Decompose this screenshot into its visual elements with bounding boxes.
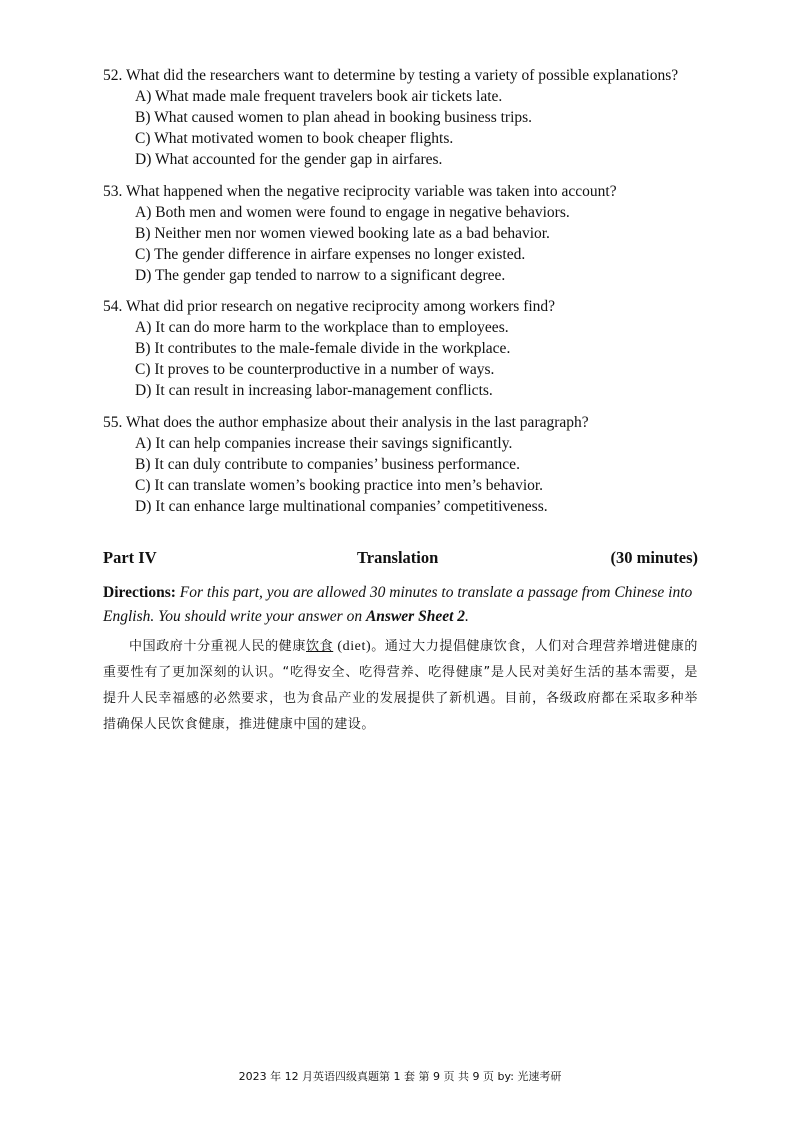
option-d: D) It can enhance large multinational companies’ competitiveness.	[135, 498, 548, 515]
question-53	[103, 181, 723, 286]
option-c: C) What motivated women to book cheaper flights.	[135, 130, 454, 147]
question-stem: 53. What happened when the negative reciprocity variable was taken into account?	[103, 183, 617, 200]
question-stem: 54. What did prior research on negative reciprocity among workers find?	[103, 298, 556, 315]
option-b: B) What caused women to plan ahead in booking business trips.	[135, 109, 533, 126]
part-title: Translation	[357, 548, 439, 567]
part-header	[103, 548, 698, 572]
option-b: B) It contributes to the male-female divide in the workplace.	[135, 340, 511, 357]
glossed-word: 饮食	[305, 639, 334, 654]
option-c: C) The gender difference in airfare expenses no longer existed.	[135, 246, 526, 263]
option-c: C) It can translate women’s booking practice into men’s behavior.	[135, 477, 544, 494]
question-stem: 52. What did the researchers want to determine by testing a variety of possible explanations?	[103, 67, 679, 84]
option-list	[103, 433, 723, 517]
part-time-limit: (30 minutes)	[610, 548, 698, 567]
option-d: D) It can result in increasing labor-management conflicts.	[135, 382, 493, 399]
question-54	[103, 296, 723, 401]
option-a: A) It can do more harm to the workplace than to employees.	[135, 319, 509, 336]
directions-end: .	[465, 608, 469, 625]
option-d: D) What accounted for the gender gap in airfares.	[135, 151, 443, 168]
option-b: B) It can duly contribute to companies’ business performance.	[135, 456, 520, 473]
option-a: A) Both men and women were found to engage in negative behaviors.	[135, 204, 570, 221]
question-52	[103, 65, 723, 170]
option-a: A) What made male frequent travelers book air tickets late.	[135, 88, 503, 105]
option-c: C) It proves to be counterproductive in a number of ways.	[135, 361, 495, 378]
passage-text-rest: 。通过大力提倡健康饮食，人们对合理营养增进健康的重要性有了更加深刻的认识。“吃得安全、吃得营养、吃得健康”是人民对美好生活的基本需要，是提升人民幸福感的必然要求，也为食品产业的发展提供了新机遇。目前，各级政府都在采取多种举措确保人民饮食健康，推进健康中国的建设。	[103, 639, 698, 732]
part-label: Part IV	[103, 548, 157, 567]
option-list	[103, 317, 723, 401]
option-a: A) It can help companies increase their savings significantly.	[135, 435, 513, 452]
page-footer: 2023 年 12 月英语四级真题第 1 套 第 9 页 共 9 页 by: 光速考研	[238, 1070, 562, 1083]
option-list	[103, 86, 723, 170]
translation-passage	[103, 634, 698, 738]
option-b: B) Neither men nor women viewed booking late as a bad behavior.	[135, 225, 550, 242]
answer-sheet-name: Answer Sheet 2	[365, 608, 466, 625]
directions	[103, 581, 698, 629]
passage-text-start: 中国政府十分重视人民的健康	[129, 639, 306, 654]
option-list	[103, 202, 723, 286]
directions-text: For this part, you are allowed 30 minutes to translate a passage from Chinese into English. You should write your answer on	[103, 584, 693, 625]
option-d: D) The gender gap tended to narrow to a significant degree.	[135, 267, 506, 284]
directions-label: Directions:	[103, 584, 176, 601]
word-gloss: (diet)	[333, 639, 372, 654]
question-stem: 55. What does the author emphasize about their analysis in the last paragraph?	[103, 414, 589, 431]
question-55	[103, 412, 723, 517]
